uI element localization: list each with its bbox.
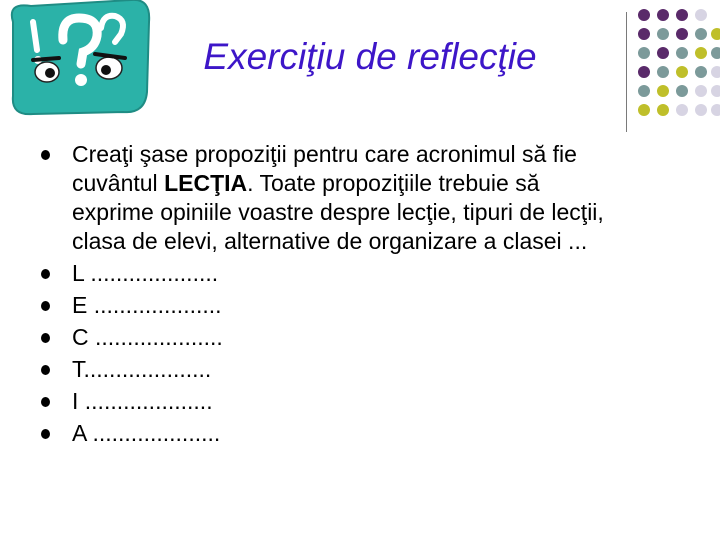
question-marks-logo-icon xyxy=(3,0,155,118)
acronym-line-a xyxy=(40,419,710,448)
intro-line-4: clasa de elevi, alternative de organizare a clasei ... xyxy=(72,228,588,254)
acronym-word: LECŢIA xyxy=(164,170,248,196)
decorative-dot-grid-icon xyxy=(637,8,720,124)
bullet-icon xyxy=(41,333,50,343)
bullet-list xyxy=(40,140,710,448)
intro-line-3: exprime opiniile voastre despre lecţie, tipuri de lecţii, xyxy=(72,199,604,225)
bullet-icon xyxy=(41,150,50,160)
slide-body xyxy=(40,140,710,451)
acronym-line-t xyxy=(40,355,710,384)
intro-line-2-end: . Toate propoziţiile trebuie să xyxy=(247,170,540,196)
acronym-line-c xyxy=(40,323,710,352)
bullet-icon xyxy=(41,397,50,407)
acronym-line-text: C .................... xyxy=(72,324,223,350)
bullet-icon xyxy=(41,301,50,311)
acronym-line-text: T.................... xyxy=(72,356,212,382)
slide-title: Exerciţiu de reflecţie xyxy=(203,36,537,77)
bullet-icon xyxy=(41,269,50,279)
acronym-line-text: I .................... xyxy=(72,388,213,414)
acronym-line-text: L .................... xyxy=(72,260,219,286)
acronym-line-i xyxy=(40,387,710,416)
bullet-icon xyxy=(41,429,50,439)
acronym-line-text: E .................... xyxy=(72,292,222,318)
divider-line xyxy=(626,12,627,132)
acronym-line-text: A .................... xyxy=(72,420,221,446)
intro-line-2 xyxy=(72,169,710,198)
acronym-line-l xyxy=(40,259,710,288)
bullet-item-intro xyxy=(40,140,710,256)
bullet-icon xyxy=(41,365,50,375)
intro-line-2-start: cuvântul xyxy=(72,170,165,196)
acronym-line-e xyxy=(40,291,710,320)
intro-line-1: Creaţi şase propoziţii pentru care acronimul să fie xyxy=(72,141,577,167)
